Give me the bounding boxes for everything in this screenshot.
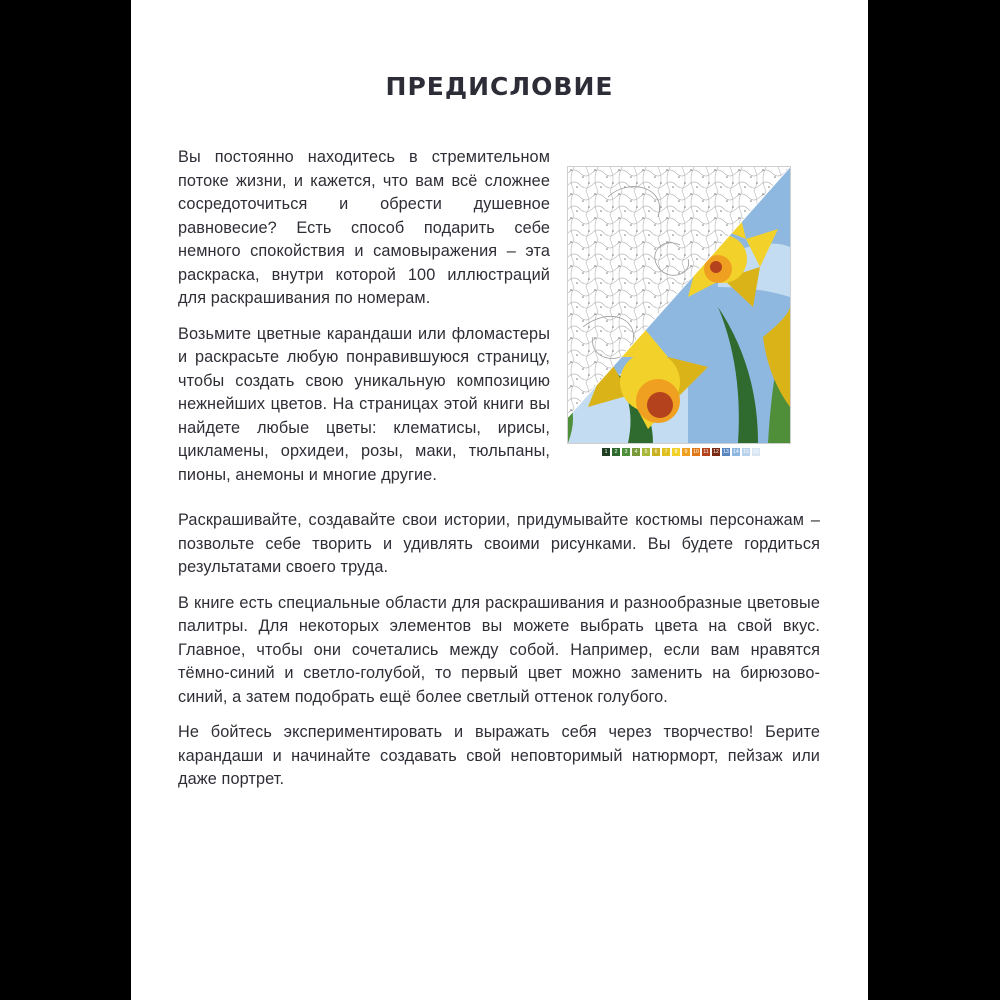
- palette-swatch: 14: [733, 449, 739, 455]
- main-text: [178, 509, 820, 804]
- paragraph-1: Вы постоянно находитесь в стремительном потоке жизни, и кажется, что вам всё сложнее сосредоточиться и обрести душевное равновесие? Есть способ подарить себе немного спокойствия и самовыражения – эта раскраска, внутри которой 100 иллюстраций для раскрашивания по номерам.: [178, 148, 550, 307]
- paragraph-5: Не бойтесь экспериментировать и выражать себя через творчество! Берите карандаши и начинайте создавать свой неповторимый натюрморт, пейзаж или даже портрет.: [178, 723, 820, 788]
- paragraph-4: В книге есть специальные области для раскрашивания и разнообразные цветовые палитры. Для некоторых элементов вы можете выбрать цвета на свой вкус. Главное, чтобы они сочетались между собой. Например, если вам нравятся тёмно-синий и светло-голубой, то первый цвет можно заменить на бирюзово-синий, а затем подобрать ещё более светлый оттенок голубого.: [178, 593, 820, 706]
- palette-swatch: 4: [632, 448, 640, 456]
- page: [131, 0, 868, 1000]
- palette-swatch: 8: [672, 448, 680, 456]
- palette-swatch: 1: [602, 448, 610, 456]
- palette-swatch: 7: [662, 448, 670, 456]
- paragraph-2: Возьмите цветные карандаши или фломастеры и раскрасьте любую понравившуюся страницу, чтобы создать свою уникальную композицию нежнейших цветов. На страницах этой книги вы найдете любые цветы: клематисы, ирисы, цикламены, орхидеи, розы, маки, тюльпаны, пионы, анемоны и многие другие.: [178, 324, 550, 484]
- page-title: ПРЕДИСЛОВИЕ: [385, 72, 614, 101]
- palette-swatch: 9: [682, 448, 690, 456]
- color-palette: [602, 448, 760, 456]
- daffodil-illustration: [567, 166, 791, 444]
- palette-swatch: 6: [652, 448, 660, 456]
- palette-swatch: 10: [693, 449, 699, 455]
- palette-swatch: 13: [723, 449, 729, 455]
- palette-swatch: 16: [753, 449, 759, 455]
- palette-swatch: 15: [743, 449, 749, 455]
- palette-swatch: 2: [612, 448, 620, 456]
- palette-swatch: 12: [713, 449, 719, 455]
- palette-swatch: 3: [622, 448, 630, 456]
- paragraph-3: Раскрашивайте, создавайте свои истории, придумывайте костюмы персонажам – позвольте себе творить и удивлять своими рисунками. Вы будете гордиться результатами своего труда.: [178, 511, 820, 576]
- palette-swatch: 11: [703, 449, 709, 455]
- palette-swatch: 5: [642, 448, 650, 456]
- intro-column: [178, 146, 550, 499]
